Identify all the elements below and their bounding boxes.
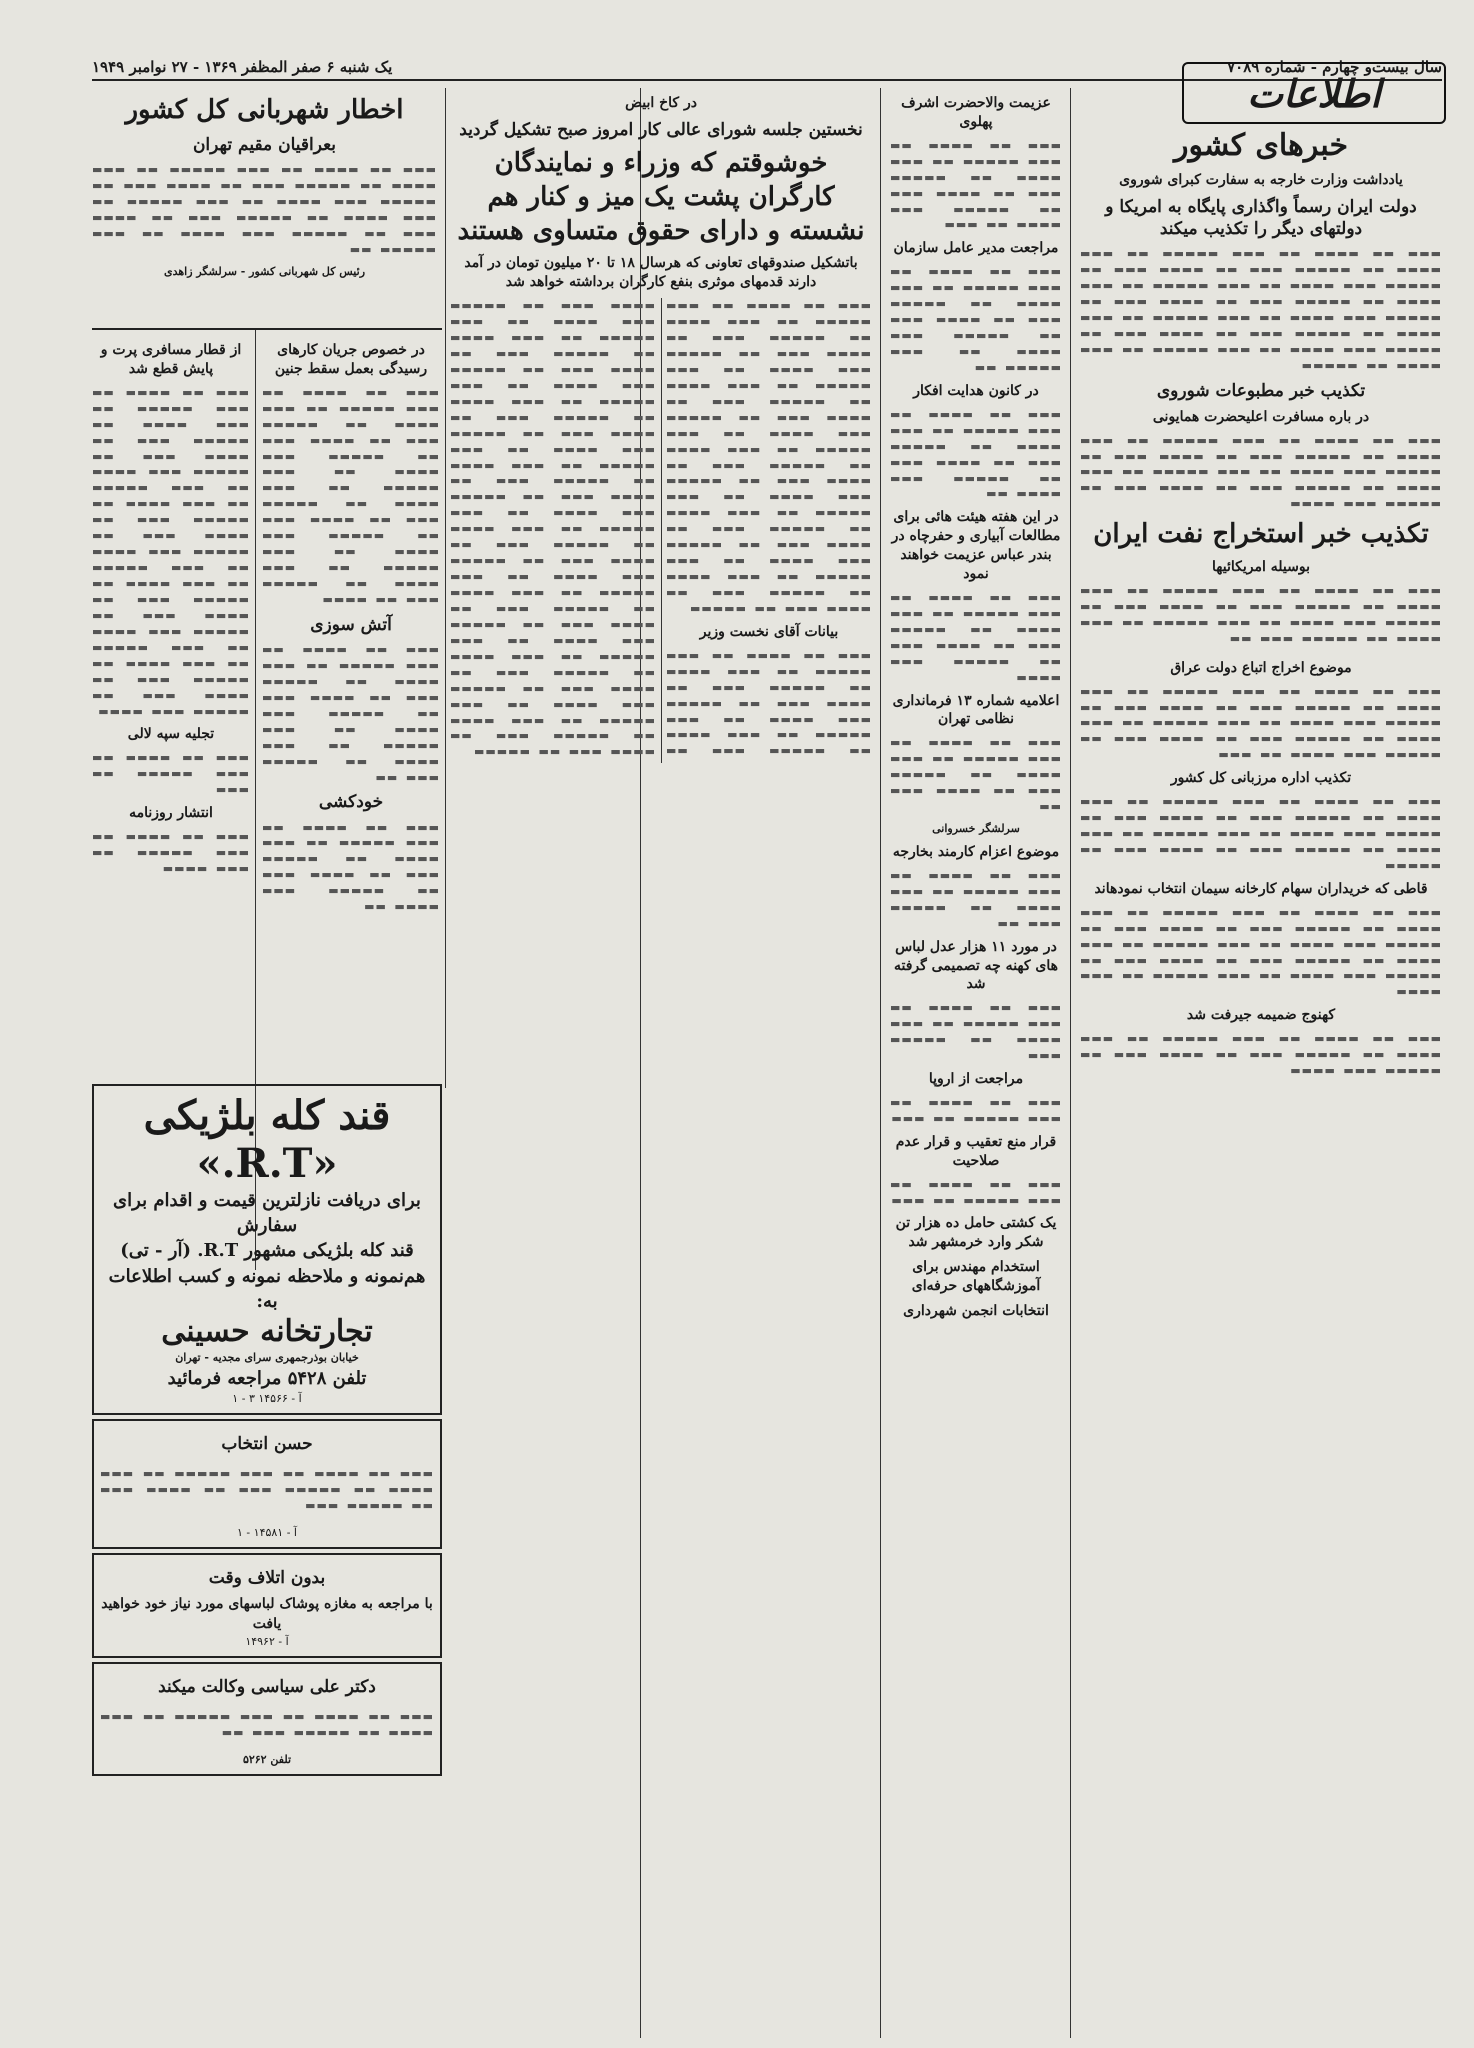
article-text: ▬▬▬ ▬▬ ▬▬▬▬ ▬▬ ▬▬▬ ▬▬▬▬▬ ▬▬ ▬▬▬ ▬▬▬▬ ▬▬ ▬▬▬▬▬ ▬▬▬ ▬▬ ▬▬▬▬ ▬▬▬ ▬▬ ▬▬▬▬▬ ▬▬▬ ▬▬▬▬ ▬▬ ▬▬▬ ▬▬▬▬▬ ▬▬ ▬▬▬ ▬▬▬▬ ▬▬ ▬▬▬▬▬ ▬▬▬ ▬▬ bbox=[262, 643, 440, 784]
police-notice bbox=[92, 90, 437, 325]
ad-hosn-entekhab bbox=[92, 1419, 442, 1549]
article-text: ▬▬▬ ▬▬ ▬▬▬▬ ▬▬ ▬▬▬ ▬▬▬▬▬ ▬▬ ▬▬▬ ▬▬▬▬ ▬▬ ▬▬▬▬▬ ▬▬▬ ▬▬ ▬▬▬▬ ▬▬▬ ▬▬ ▬▬▬▬▬ ▬▬▬ ▬▬▬▬ bbox=[890, 590, 1062, 684]
headline: انتشار روزنامه bbox=[129, 805, 213, 822]
headline: تکذیب اداره مرزبانی کل کشور bbox=[1170, 770, 1352, 787]
headline: یادداشت وزارت خارجه به سفارت کبرای شوروی bbox=[1119, 172, 1403, 188]
article-text: ▬▬▬ ▬▬ ▬▬▬▬ ▬▬ ▬▬▬ ▬▬▬▬▬ ▬▬ ▬▬▬ ▬▬▬▬ ▬▬ ▬▬▬▬▬ ▬▬▬ ▬▬ ▬▬▬▬ ▬▬▬ ▬▬ ▬▬▬▬▬ ▬▬▬ ▬▬▬▬ ▬▬ ▬▬▬ ▬▬▬▬▬ ▬▬ ▬▬▬ ▬▬▬▬ ▬▬ ▬▬▬▬▬ ▬▬▬ ▬▬ ▬▬▬▬ ▬▬▬ ▬▬ ▬▬▬▬▬ ▬▬▬ ▬▬▬▬ ▬▬ ▬▬▬ ▬▬▬▬▬ ▬▬ ▬▬▬ ▬▬▬▬ ▬▬ ▬▬▬▬▬ ▬▬▬ ▬▬ ▬▬▬▬ ▬▬▬ ▬▬ ▬▬▬▬▬ ▬▬▬ ▬▬▬▬ ▬▬ ▬▬▬ ▬▬▬▬▬ ▬▬ ▬▬▬ ▬▬▬▬ ▬▬ ▬▬▬▬▬ ▬▬▬ ▬▬ ▬▬▬▬ ▬▬▬ ▬▬ ▬▬▬▬▬ ▬▬▬ ▬▬▬▬ ▬▬ ▬▬▬ ▬▬▬▬▬ ▬▬ ▬▬▬ ▬▬▬▬ ▬▬ ▬▬▬▬▬ ▬▬▬ ▬▬ ▬▬▬▬ ▬▬▬ ▬▬ ▬▬▬▬▬ ▬▬▬ ▬▬▬▬ ▬▬ ▬▬▬ ▬▬▬▬▬ ▬▬ ▬▬▬ ▬▬▬▬ ▬▬ ▬▬▬▬▬ ▬▬▬ ▬▬ ▬▬▬▬ ▬▬▬ ▬▬ ▬▬▬▬▬ ▬▬▬ ▬▬▬▬ ▬▬ ▬▬▬ ▬▬▬▬▬ ▬▬ ▬▬▬ ▬▬▬▬ ▬▬ ▬▬▬▬▬ ▬▬▬ ▬▬ ▬▬▬▬ ▬▬▬ ▬▬ ▬▬▬▬▬ ▬▬▬ ▬▬▬▬ ▬▬ ▬▬▬ ▬▬▬▬▬ ▬▬ ▬▬▬ ▬▬▬▬ ▬▬ ▬▬▬▬▬ ▬▬▬ ▬▬ ▬▬▬▬ ▬▬▬ ▬▬ ▬▬▬▬▬ ▬▬▬ ▬▬▬▬ ▬▬ ▬▬▬ ▬▬▬▬▬ ▬▬ ▬▬▬ ▬▬▬▬ ▬▬ ▬▬▬▬▬ ▬▬▬ ▬▬ ▬▬▬▬ ▬▬▬ ▬▬ ▬▬▬▬▬ bbox=[450, 299, 872, 759]
ad-address: خیابان بوذرجمهری سرای مجدیه - تهران bbox=[175, 1350, 359, 1364]
signature: سرلشگر خسروانی bbox=[932, 822, 1020, 836]
article-text: ▬▬▬ ▬▬ ▬▬▬▬ ▬▬ ▬▬▬ ▬▬▬▬▬ ▬▬ ▬▬▬ ▬▬▬▬ ▬▬ ▬▬▬▬▬ ▬▬▬ ▬▬ ▬▬▬▬ ▬▬▬ ▬▬ ▬▬▬▬▬ ▬▬▬ ▬▬▬▬ ▬▬ ▬▬▬ ▬▬▬▬▬ ▬▬ ▬▬▬ ▬▬▬▬ ▬▬ ▬▬▬▬▬ ▬▬▬ ▬▬ ▬▬▬▬ ▬▬▬ ▬▬ ▬▬▬▬▬ bbox=[1080, 795, 1442, 872]
ad-no-waste-time bbox=[92, 1553, 442, 1658]
ad-title: حسن انتخاب bbox=[221, 1434, 313, 1454]
article-text: ▬▬▬ ▬▬ ▬▬▬▬ ▬▬ ▬▬▬ ▬▬▬▬▬ ▬▬ ▬▬▬ bbox=[890, 1177, 1062, 1207]
article-text: ▬▬▬ ▬▬ ▬▬▬▬ ▬▬ ▬▬▬ ▬▬▬▬▬ ▬▬ ▬▬▬ ▬▬▬▬ ▬▬ ▬▬▬▬▬ ▬▬▬ ▬▬ ▬▬▬▬ ▬▬▬ ▬▬ ▬▬▬▬▬ ▬▬▬ ▬▬▬▬ ▬▬ ▬▬▬ ▬▬▬▬▬ ▬▬ ▬▬▬ ▬▬▬▬ ▬▬ ▬▬▬▬▬ ▬▬▬ ▬▬ ▬▬▬▬ ▬▬▬ ▬▬ ▬▬▬▬▬ ▬▬▬ ▬▬▬▬ ▬▬ ▬▬▬ ▬▬▬▬▬ ▬▬ bbox=[92, 162, 437, 256]
ad-code: آ - ۱۴۹۶۲ bbox=[245, 1635, 289, 1649]
headline: خودکشی bbox=[318, 792, 384, 813]
article-text: ▬▬▬ ▬▬ ▬▬▬▬ ▬▬ ▬▬▬ ▬▬▬▬▬ ▬▬ ▬▬▬ ▬▬▬▬ ▬▬ ▬▬▬▬▬ ▬▬▬ bbox=[890, 1001, 1062, 1063]
headline: در این هفته هیئت هائی برای مطالعات آبیاری و حفرچاه در بندر عباس عزیمت خواهند نمود bbox=[891, 509, 1061, 583]
headline: مراجعت از اروپا bbox=[928, 1071, 1024, 1088]
masthead-logo: اطلاعات bbox=[1182, 62, 1446, 124]
article-text: ▬▬▬ ▬▬ ▬▬▬▬ ▬▬ ▬▬▬ ▬▬▬▬▬ ▬▬ ▬▬▬ ▬▬▬▬ ▬▬ ▬▬▬▬▬ ▬▬▬ ▬▬ bbox=[890, 868, 1062, 930]
article-text: ▬▬▬ ▬▬ ▬▬▬▬ ▬▬ ▬▬▬ ▬▬▬▬▬ ▬▬ ▬▬▬ bbox=[92, 751, 250, 797]
ad-phone: تلفن ۵۲۶۲ bbox=[242, 1753, 292, 1767]
article-text: ▬▬▬ ▬▬ ▬▬▬▬ ▬▬ ▬▬▬ ▬▬▬▬▬ ▬▬ ▬▬▬ ▬▬▬▬ ▬▬ ▬▬▬▬▬ ▬▬▬ ▬▬ ▬▬▬▬ ▬▬▬ ▬▬ ▬▬▬▬▬ ▬▬▬ ▬▬▬▬ ▬▬ ▬▬▬ ▬▬▬▬▬ ▬▬ ▬▬▬ ▬▬▬▬ ▬▬ ▬▬▬▬▬ ▬▬▬ ▬▬ ▬▬▬▬ ▬▬▬ ▬▬ ▬▬▬▬▬ ▬▬▬ ▬▬▬▬ ▬▬ ▬▬▬ ▬▬▬▬▬ ▬▬ ▬▬▬ ▬▬▬▬ ▬▬ ▬▬▬▬▬ ▬▬▬ ▬▬ ▬▬▬▬ ▬▬▬ ▬▬ ▬▬▬▬▬ ▬▬▬ ▬▬▬▬ ▬▬ ▬▬▬ ▬▬▬▬▬ ▬▬ ▬▬▬ ▬▬▬▬ ▬▬ ▬▬▬▬▬ ▬▬▬ ▬▬ ▬▬▬▬ ▬▬▬ ▬▬ ▬▬▬▬▬ ▬▬▬ ▬▬▬▬ ▬▬ ▬▬▬ ▬▬▬▬▬ ▬▬ ▬▬▬ ▬▬▬▬ ▬▬ ▬▬▬▬▬ ▬▬▬ ▬▬ ▬▬▬▬ ▬▬▬ ▬▬ ▬▬▬▬▬ bbox=[666, 299, 872, 615]
ad-text: هم‌نمونه و ملاحظه نمونه و کسب اطلاعات به: bbox=[108, 1265, 426, 1312]
article-text: ▬▬▬ ▬▬ ▬▬▬▬ ▬▬ ▬▬▬ ▬▬▬▬▬ ▬▬ ▬▬▬ ▬▬▬▬ ▬▬ ▬▬▬▬▬ ▬▬▬ ▬▬ ▬▬▬▬ ▬▬▬ ▬▬ ▬▬▬▬▬ ▬▬▬ ▬▬▬▬ ▬▬ ▬▬▬ ▬▬▬▬▬ ▬▬ ▬▬▬ ▬▬▬▬ ▬▬ ▬▬▬▬▬ ▬▬▬ ▬▬ ▬▬▬▬ ▬▬▬ ▬▬ ▬▬▬▬▬ ▬▬▬ ▬▬▬▬ ▬▬ ▬▬▬ ▬▬▬▬▬ ▬▬ ▬▬▬ ▬▬▬▬ bbox=[1080, 905, 1442, 999]
ad-shop-name: تجارتخانه حسینی bbox=[161, 1313, 373, 1349]
headline: مراجعت مدیر عامل سازمان bbox=[893, 240, 1059, 257]
ad-code: آ - ۱۴۵۸۱ - ۱ bbox=[237, 1525, 297, 1539]
headline: در خصوص جریان کارهای رسیدگی بعمل سقط جنین bbox=[274, 342, 428, 377]
headline: استخدام مهندس برای آموزشگاههای حرفه‌ای bbox=[911, 1259, 1041, 1295]
column-main-story bbox=[450, 88, 872, 2038]
column-briefs bbox=[890, 88, 1062, 2038]
headline: بعراقیان مقیم تهران bbox=[192, 134, 337, 155]
headline: تکذیب خبر مطبوعات شوروی bbox=[1156, 380, 1366, 401]
headline: اعلامیه شماره ۱۳ فرمانداری نظامی تهران bbox=[892, 692, 1060, 728]
headline: عزیمت والاحضرت اشرف پهلوی bbox=[901, 95, 1051, 130]
headline: آتش سوزی bbox=[310, 614, 392, 635]
article-text: ▬▬▬ ▬▬ ▬▬▬▬ ▬▬ ▬▬▬ ▬▬▬▬▬ ▬▬ ▬▬▬ ▬▬▬▬ ▬▬ ▬▬▬▬▬ ▬▬▬ ▬▬ ▬▬▬▬ ▬▬▬ ▬▬ ▬▬▬▬▬ ▬▬▬ ▬▬▬▬ ▬▬ bbox=[262, 820, 440, 914]
section-kicker: خبرهای کشور bbox=[1173, 128, 1349, 163]
article-text: ▬▬▬ ▬▬ ▬▬▬▬ ▬▬ ▬▬▬ ▬▬▬▬▬ ▬▬ ▬▬▬ ▬▬▬▬ ▬▬ ▬▬▬▬▬ ▬▬▬ ▬▬ ▬▬▬▬ ▬▬▬ ▬▬ ▬▬▬▬▬ ▬▬▬ ▬▬▬▬ ▬▬ ▬▬▬ ▬▬▬▬▬ ▬▬ ▬▬▬ ▬▬▬▬ ▬▬ ▬▬▬▬▬ ▬▬▬ ▬▬ bbox=[1080, 583, 1442, 645]
article-text: ▬▬▬ ▬▬ ▬▬▬▬ ▬▬ ▬▬▬ ▬▬▬▬▬ ▬▬ ▬▬▬ ▬▬▬▬ ▬▬ ▬▬▬▬▬ ▬▬▬ ▬▬ ▬▬▬▬ ▬▬▬ ▬▬ ▬▬▬▬▬ ▬▬▬ ▬▬▬▬ ▬▬ ▬▬▬ ▬▬▬▬▬ ▬▬ ▬▬▬ ▬▬▬▬ ▬▬ ▬▬▬▬▬ ▬▬▬ ▬▬ ▬▬▬▬ ▬▬▬ ▬▬ ▬▬▬▬▬ ▬▬▬ ▬▬▬▬ ▬▬ ▬▬▬ ▬▬▬▬▬ ▬▬ ▬▬▬ ▬▬▬▬ ▬▬ ▬▬▬▬▬ ▬▬▬ ▬▬ ▬▬▬▬ ▬▬▬ ▬▬ ▬▬▬▬▬ ▬▬▬ ▬▬▬▬ ▬▬ ▬▬▬ ▬▬▬▬▬ ▬▬ ▬▬▬ ▬▬▬▬ ▬▬ ▬▬▬▬▬ bbox=[1080, 247, 1442, 372]
headline: در مورد ۱۱ هزار عدل لباس های کهنه چه تصمیمی گرفته شد bbox=[893, 938, 1059, 993]
ad-text: قند کله بلژیکی مشهور R.T. (آر - تی) bbox=[120, 1240, 414, 1262]
headline: از قطار مسافری پرت و پایش قطع شد bbox=[100, 342, 242, 377]
ad-rt-sugar bbox=[92, 1084, 442, 1415]
ad-text: ▬▬▬ ▬▬ ▬▬▬▬ ▬▬ ▬▬▬ ▬▬▬▬▬ ▬▬ ▬▬▬ ▬▬▬▬ ▬▬ ▬▬▬▬▬ ▬▬▬ ▬▬ bbox=[100, 1710, 434, 1740]
issue-number: سال بیست‌و چهارم - شماره ۷۰۸۹ bbox=[1227, 58, 1442, 76]
headline: در کانون هدایت افکار bbox=[913, 382, 1039, 399]
headline: تکذیب خبر استخراج نفت ایران bbox=[1093, 519, 1429, 550]
headline: تجلیه سپه لالی bbox=[127, 726, 215, 743]
headline: باتشکیل صندوقهای تعاونی که هرسال ۱۸ تا ۲۰ میلیون تومان در آمد دارند قدمهای موثری بنفع کارگران برداشته خواهد شد bbox=[464, 255, 858, 291]
article-text: ▬▬▬ ▬▬ ▬▬▬▬ ▬▬ ▬▬▬ ▬▬▬▬▬ ▬▬ ▬▬▬ ▬▬▬▬ ▬▬ ▬▬▬▬▬ ▬▬▬ ▬▬ ▬▬▬▬ ▬▬▬ ▬▬ ▬▬▬▬▬ ▬▬▬ ▬▬▬▬ ▬▬ ▬▬▬ bbox=[890, 138, 1062, 232]
column-rule bbox=[445, 88, 446, 1088]
ad-code: آ - ۱۴۵۶۶ ۳ - ۱ bbox=[232, 1392, 302, 1406]
headline: بیانات آقای نخست وزیر bbox=[699, 623, 839, 640]
headline: یک کشتی حامل ده هزار تن شکر وارد خرمشهر شد bbox=[895, 1215, 1057, 1251]
ads-column bbox=[92, 1080, 442, 1960]
section-kicker: در کاخ ابیض bbox=[625, 95, 697, 111]
headline: موضوع اخراج اتباع دولت عراق bbox=[1170, 659, 1352, 676]
headline: موضوع اعزام کارمند بخارجه bbox=[892, 843, 1060, 860]
article-text: ▬▬▬ ▬▬ ▬▬▬▬ ▬▬ ▬▬▬ ▬▬▬▬▬ ▬▬ ▬▬▬ ▬▬▬▬ bbox=[92, 830, 250, 875]
headline: دولت ایران رسماً واگذاری پایگاه به امریکا و دولتهای دیگر را تکذیب میکند bbox=[1105, 196, 1417, 239]
headline: نخستین جلسه شورای عالی کار امروز صبح تشکیل گردید bbox=[459, 119, 863, 140]
article-text: ▬▬▬ ▬▬ ▬▬▬▬ ▬▬ ▬▬▬ ▬▬▬▬▬ ▬▬ ▬▬▬ ▬▬▬▬ ▬▬ ▬▬▬▬▬ ▬▬▬ ▬▬ ▬▬▬▬ ▬▬▬ ▬▬ ▬▬▬▬▬ ▬▬▬ ▬▬▬▬ ▬▬ bbox=[890, 407, 1062, 501]
ad-text: با مراجعه به مغازه پوشاک لباسهای مورد نیاز خود خواهید یافت bbox=[101, 1595, 433, 1632]
column-national-news bbox=[1080, 122, 1442, 2042]
article-text: ▬▬▬ ▬▬ ▬▬▬▬ ▬▬ ▬▬▬ ▬▬▬▬▬ ▬▬ ▬▬▬ ▬▬▬▬ ▬▬ ▬▬▬▬▬ ▬▬▬ ▬▬ ▬▬▬▬ ▬▬▬ ▬▬ ▬▬▬▬▬ ▬▬▬ ▬▬▬▬ ▬▬ ▬▬▬ ▬▬▬▬▬ ▬▬ ▬▬▬ ▬▬▬▬ ▬▬ ▬▬▬▬▬ ▬▬▬ ▬▬ ▬▬▬▬ ▬▬▬ ▬▬ ▬▬▬▬▬ ▬▬▬ ▬▬▬▬ ▬▬ ▬▬▬ ▬▬▬▬▬ ▬▬ ▬▬▬ ▬▬▬▬ ▬▬ ▬▬▬▬▬ ▬▬▬ ▬▬ ▬▬▬▬ bbox=[262, 385, 440, 606]
ad-lawyer bbox=[92, 1662, 442, 1776]
column-local-news-b bbox=[92, 335, 250, 1055]
ad-title: بدون اتلاف وقت bbox=[208, 1567, 326, 1588]
article-text: ▬▬▬ ▬▬ ▬▬▬▬ ▬▬ ▬▬▬ ▬▬▬▬▬ ▬▬ ▬▬▬ ▬▬▬▬ ▬▬ ▬▬▬▬▬ ▬▬▬ ▬▬ ▬▬▬▬ ▬▬▬ ▬▬ ▬▬▬▬▬ ▬▬▬ ▬▬▬▬ ▬▬ ▬▬▬ ▬▬▬▬▬ ▬▬ ▬▬▬ ▬▬▬▬ ▬▬ ▬▬▬▬▬ ▬▬▬ ▬▬ ▬▬▬▬ ▬▬▬ ▬▬ ▬▬▬▬▬ ▬▬▬ ▬▬▬▬ bbox=[1080, 433, 1442, 511]
headline: در باره مسافرت اعلیحضرت همایونی bbox=[1152, 408, 1370, 425]
article-text: ▬▬▬ ▬▬ ▬▬▬▬ ▬▬ ▬▬▬ ▬▬▬▬▬ ▬▬ ▬▬▬ ▬▬▬▬ ▬▬ ▬▬▬▬▬ ▬▬▬ ▬▬ ▬▬▬▬ ▬▬▬ ▬▬ ▬▬▬▬▬ ▬▬▬ ▬▬▬▬ ▬▬ ▬▬▬ ▬▬▬▬▬ ▬▬ ▬▬▬ ▬▬▬▬ ▬▬ ▬▬▬▬▬ ▬▬▬ ▬▬ ▬▬▬▬ ▬▬▬ ▬▬ ▬▬▬▬▬ ▬▬▬ ▬▬▬▬ ▬▬ ▬▬▬ bbox=[1080, 684, 1442, 762]
ad-title: دکتر علی سیاسی وکالت میکند bbox=[158, 1677, 376, 1698]
article-text: ▬▬▬ ▬▬ ▬▬▬▬ ▬▬ ▬▬▬ ▬▬▬▬▬ ▬▬ ▬▬▬ ▬▬▬▬ ▬▬ ▬▬▬▬▬ ▬▬▬ ▬▬ ▬▬▬▬ ▬▬▬ ▬▬ ▬▬▬▬▬ ▬▬▬ ▬▬▬▬ ▬▬ ▬▬▬ ▬▬▬▬▬ ▬▬ bbox=[890, 265, 1062, 374]
column-local-news-a bbox=[262, 335, 440, 1055]
article-text: ▬▬▬ ▬▬ ▬▬▬▬ ▬▬ ▬▬▬ ▬▬▬▬▬ ▬▬ ▬▬▬ ▬▬▬▬ ▬▬ ▬▬▬▬▬ ▬▬▬ ▬▬ ▬▬▬▬ ▬▬▬ ▬▬ ▬▬▬▬▬ ▬▬▬ ▬▬▬▬ ▬▬ ▬▬▬ ▬▬▬▬▬ ▬▬ ▬▬▬ ▬▬▬▬ ▬▬ ▬▬▬▬▬ ▬▬▬ ▬▬ ▬▬▬▬ ▬▬▬ ▬▬ ▬▬▬▬▬ ▬▬▬ ▬▬▬▬ ▬▬ ▬▬▬ ▬▬▬▬▬ ▬▬ ▬▬▬ ▬▬▬▬ ▬▬ ▬▬▬▬▬ ▬▬▬ ▬▬ ▬▬▬▬ ▬▬▬ ▬▬ ▬▬▬▬▬ ▬▬▬ ▬▬▬▬ ▬▬ ▬▬▬ ▬▬▬▬▬ ▬▬ ▬▬▬ ▬▬▬▬ ▬▬ ▬▬▬▬▬ ▬▬▬ ▬▬ ▬▬▬▬ ▬▬▬ ▬▬ ▬▬▬▬▬ ▬▬▬ ▬▬▬▬ bbox=[92, 385, 250, 718]
ad-title: قند کله بلژیکی «R.T.» bbox=[143, 1092, 391, 1187]
ad-phone: تلفن ۵۴۲۸ مراجعه فرمائید bbox=[167, 1367, 367, 1389]
column-rule bbox=[880, 88, 881, 2038]
headline: قاطی که خریداران سهام کارخانه سیمان انتخاب نمودهاند bbox=[1094, 880, 1428, 897]
article-text: ▬▬▬ ▬▬ ▬▬▬▬ ▬▬ ▬▬▬ ▬▬▬▬▬ ▬▬ ▬▬▬ bbox=[890, 1095, 1062, 1125]
ad-text: برای دریافت نازلترین قیمت و اقدام برای سفارش bbox=[113, 1190, 421, 1237]
main-headline: خوشوقتم که وزراء و نمایندگان کارگران پشت یک میز و کنار هم نشسته و دارای حقوق متساوی هستند bbox=[457, 147, 865, 246]
ad-text: ▬▬▬ ▬▬ ▬▬▬▬ ▬▬ ▬▬▬ ▬▬▬▬▬ ▬▬ ▬▬▬ ▬▬▬▬ ▬▬ ▬▬▬▬▬ ▬▬▬ ▬▬ ▬▬▬▬ ▬▬▬ ▬▬ ▬▬▬▬▬ ▬▬▬ bbox=[100, 1467, 434, 1512]
article-text: ▬▬▬ ▬▬ ▬▬▬▬ ▬▬ ▬▬▬ ▬▬▬▬▬ ▬▬ ▬▬▬ ▬▬▬▬ ▬▬ ▬▬▬▬▬ ▬▬▬ ▬▬ ▬▬▬▬ ▬▬▬ ▬▬ bbox=[890, 736, 1062, 814]
article-text: ▬▬▬ ▬▬ ▬▬▬▬ ▬▬ ▬▬▬ ▬▬▬▬▬ ▬▬ ▬▬▬ ▬▬▬▬ ▬▬ ▬▬▬▬▬ ▬▬▬ ▬▬ ▬▬▬▬ ▬▬▬ ▬▬ ▬▬▬▬▬ ▬▬▬ ▬▬▬▬ bbox=[1080, 1032, 1442, 1078]
issue-date: یک شنبه ۶ صفر المظفر ۱۳۶۹ - ۲۷ نوامبر ۱۹۴۹ bbox=[92, 58, 393, 76]
headline: قرار منع تعقیب و قرار عدم صلاحیت bbox=[895, 1133, 1057, 1169]
headline: کهنوج ضمیمه جیرفت شد bbox=[1186, 1007, 1336, 1024]
signature: رئیس کل شهربانی کشور - سرلشگر زاهدی bbox=[163, 264, 366, 278]
headline: اخطار شهربانی کل کشور bbox=[125, 95, 404, 125]
section-rule bbox=[92, 328, 442, 330]
headline: انتخابات انجمن شهرداری bbox=[903, 1303, 1049, 1320]
column-rule bbox=[1070, 88, 1071, 2038]
headline: بوسیله امریکائیها bbox=[1212, 559, 1310, 576]
